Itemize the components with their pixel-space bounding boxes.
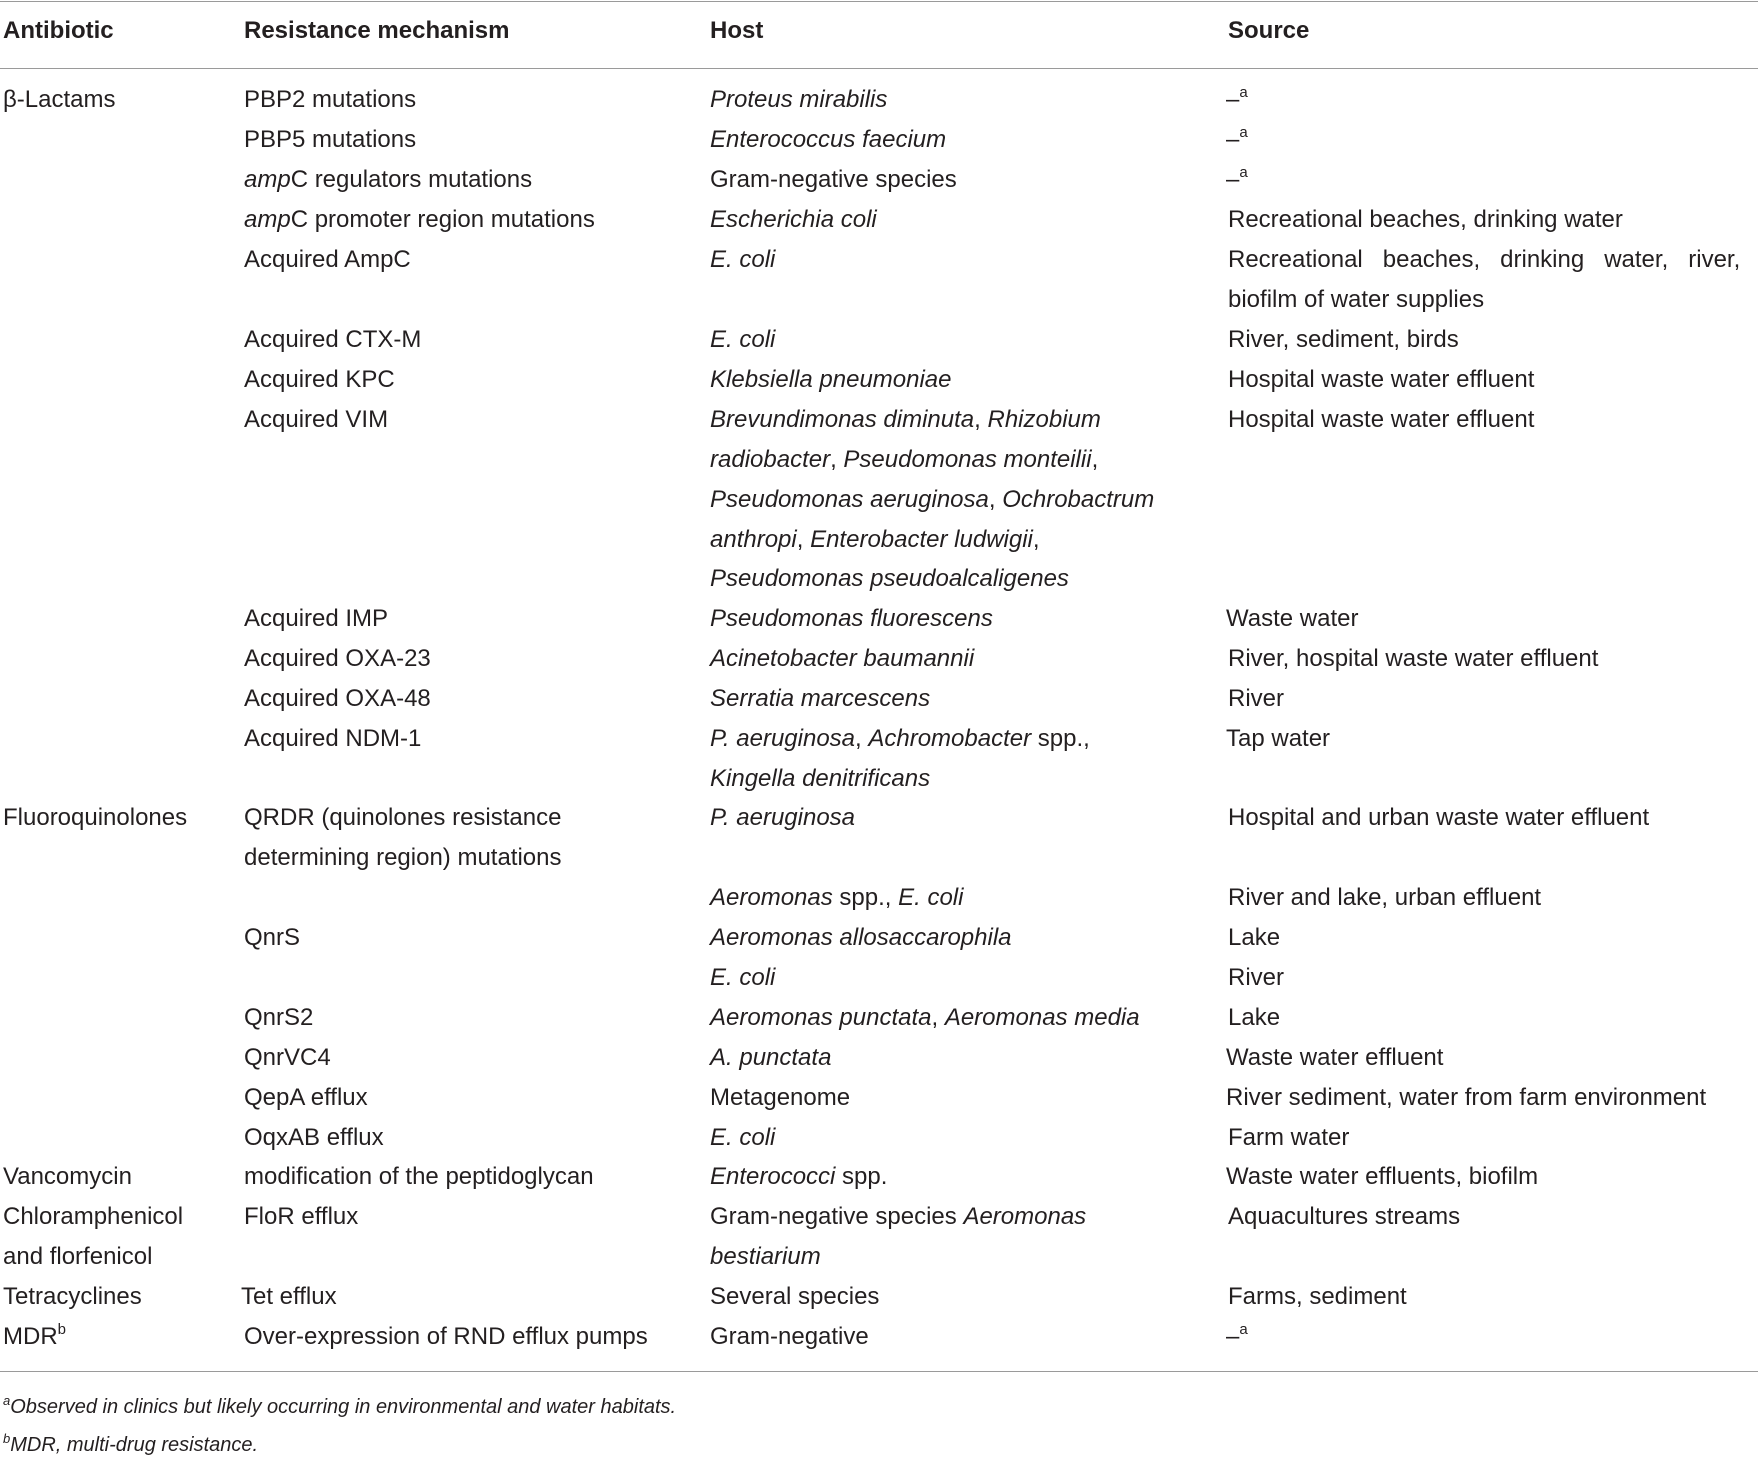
host-cell: A. punctata (710, 1044, 832, 1071)
table-top-rule (0, 1, 1758, 2)
mechanism-cell: OqxAB efflux (244, 1124, 384, 1151)
host-cell: Aeromonas spp., E. coli (710, 884, 964, 911)
source-cell: River (1228, 964, 1285, 991)
antibiotic-cell: Chloramphenicol and florfenicol (3, 1203, 184, 1270)
host-cell: Pseudomonas pseudoalcaligenes (710, 565, 1069, 592)
mechanism-cell: QnrS (244, 924, 301, 951)
source-cell: –$^a$ (1226, 124, 1248, 153)
source-cell: Lake (1228, 924, 1281, 951)
header-host: Host (710, 17, 764, 44)
host-cell: Gram-negative species Aeromonas (710, 1203, 1087, 1230)
host-cell: E. coli (710, 1124, 776, 1151)
host-cell: Pseudomonas fluorescens (710, 605, 993, 632)
host-cell: E. coli (710, 246, 776, 273)
host-cell: P. aeruginosa (710, 804, 856, 831)
mechanism-cell: QepA efflux (244, 1084, 368, 1111)
header-mechanism: Resistance mechanism (244, 17, 510, 44)
source-cell: Waste water effluent (1226, 1044, 1444, 1071)
mechanism-cell: Acquired OXA-48 (244, 685, 431, 712)
source-cell: River, hospital waste water effluent (1228, 645, 1599, 672)
mechanism-cell: ampC promoter region mutations (244, 206, 595, 233)
source-cell: Hospital waste water effluent (1228, 406, 1535, 433)
mechanism-cell: PBP2 mutations (244, 86, 417, 113)
mechanism-cell: Acquired AmpC (244, 246, 411, 273)
footnote-b: $^b$MDR, multi-drug resistance. (3, 1431, 259, 1456)
host-cell: anthropi, Enterobacter ludwigii, (710, 526, 1040, 553)
table-bottom-rule (0, 1371, 1758, 1372)
source-cell: River, sediment, birds (1228, 326, 1459, 353)
mechanism-cell: Acquired KPC (244, 366, 395, 393)
host-cell: Escherichia coli (710, 206, 877, 233)
source-cell: Farm water (1228, 1124, 1350, 1151)
source-cell: Aquacultures streams (1228, 1203, 1461, 1230)
source-cell: –$^a$ (1226, 1321, 1248, 1350)
source-cell: River (1228, 685, 1285, 712)
source-cell: Recreational beaches, drinking water, river, (1228, 246, 1741, 273)
host-cell: bestiarium (710, 1243, 821, 1270)
mechanism-cell: modification of the peptidoglycan (244, 1163, 594, 1190)
host-cell: Klebsiella pneumoniae (710, 366, 952, 393)
source-cell: –$^a$ (1226, 164, 1248, 193)
source-cell: Tap water (1226, 725, 1331, 752)
host-cell: radiobacter, Pseudomonas monteilii, (710, 446, 1099, 473)
mechanism-cell: QRDR (quinolones resistance determining region) mutations (244, 804, 562, 871)
source-cell: River and lake, urban effluent (1228, 884, 1542, 911)
mechanism-cell: Over-expression of RND efflux pumps (244, 1323, 648, 1350)
mechanism-cell: Acquired NDM-1 (244, 725, 422, 752)
source-cell: biofilm of water supplies (1228, 286, 1485, 313)
header-rule (0, 68, 1758, 69)
mechanism-cell: Acquired CTX-M (244, 326, 422, 353)
host-cell: Enterococci spp. (710, 1163, 888, 1190)
mechanism-cell: FloR efflux (244, 1203, 359, 1230)
antibiotic-cell: Vancomycin (3, 1163, 132, 1190)
source-cell: Farms, sediment (1228, 1283, 1407, 1310)
source-cell: River sediment, water from farm environment (1226, 1084, 1707, 1111)
mechanism-cell: Acquired IMP (244, 605, 389, 632)
source-cell: Waste water (1226, 605, 1359, 632)
host-cell: Proteus mirabilis (710, 86, 888, 113)
source-cell: –$^a$ (1226, 84, 1248, 113)
mechanism-cell: QnrS2 (244, 1004, 314, 1031)
host-cell: Enterococcus faecium (710, 126, 947, 153)
host-cell: Aeromonas punctata, Aeromonas media (710, 1004, 1140, 1031)
header-source: Source (1228, 17, 1310, 44)
antibiotic-cell: Fluoroquinolones (3, 804, 188, 831)
source-cell: Hospital and urban waste water effluent (1228, 804, 1650, 831)
host-cell: P. aeruginosa, Achromobacter spp., (710, 725, 1090, 752)
host-cell: Gram-negative (710, 1323, 869, 1350)
host-cell: Pseudomonas aeruginosa, Ochrobactrum (710, 486, 1155, 513)
mechanism-cell: ampC regulators mutations (244, 166, 533, 193)
source-cell: Lake (1228, 1004, 1281, 1031)
antibiotic-cell: MDR$^b$ (3, 1321, 66, 1350)
source-cell: Recreational beaches, drinking water (1228, 206, 1623, 233)
header-antibiotic: Antibiotic (3, 17, 114, 44)
mechanism-cell: Tet efflux (241, 1283, 337, 1310)
host-cell: E. coli (710, 326, 776, 353)
source-cell: Waste water effluents, biofilm (1226, 1163, 1539, 1190)
mechanism-cell: Acquired VIM (244, 406, 389, 433)
footnote-a: $^a$Observed in clinics but likely occurring in environmental and water habitats. (3, 1393, 677, 1418)
host-cell: Acinetobacter baumannii (710, 645, 975, 672)
mechanism-cell: Acquired OXA-23 (244, 645, 431, 672)
host-cell: Brevundimonas diminuta, Rhizobium (710, 406, 1101, 433)
host-cell: Metagenome (710, 1084, 851, 1111)
host-cell: Aeromonas allosaccarophila (710, 924, 1012, 951)
host-cell: Gram-negative species (710, 166, 957, 193)
antibiotic-cell: Tetracyclines (3, 1283, 142, 1310)
host-cell: Several species (710, 1283, 880, 1310)
antibiotic-cell: β-Lactams (3, 86, 116, 113)
host-cell: Serratia marcescens (710, 685, 931, 712)
mechanism-cell: PBP5 mutations (244, 126, 417, 153)
host-cell: E. coli (710, 964, 776, 991)
host-cell: Kingella denitrificans (710, 765, 931, 792)
source-cell: Hospital waste water effluent (1228, 366, 1535, 393)
mechanism-cell: QnrVC4 (244, 1044, 331, 1071)
